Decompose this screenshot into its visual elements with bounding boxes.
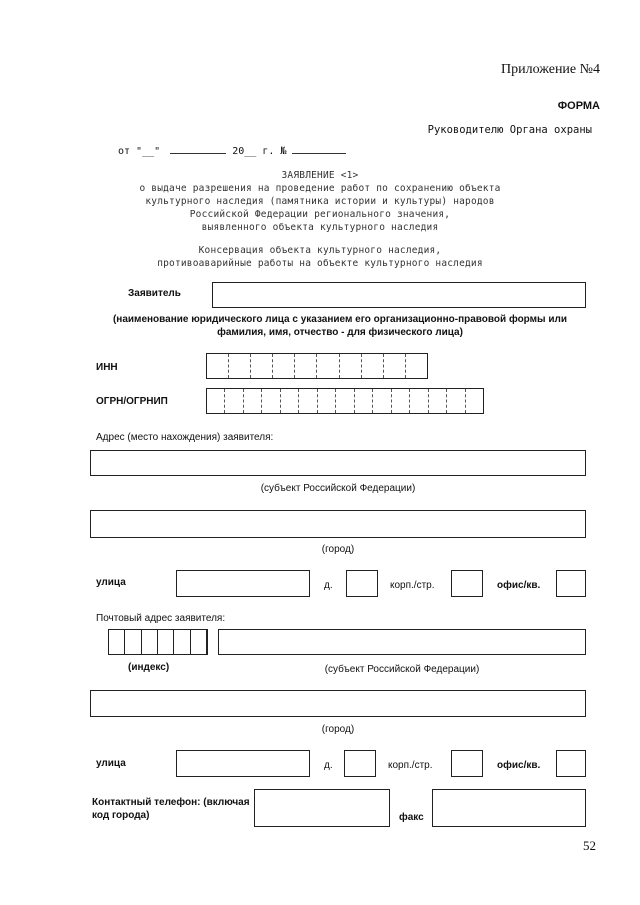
applicant-note-2: фамилия, имя, отчество - для физического лица)	[217, 327, 463, 338]
postal-street-label: улица	[96, 758, 126, 769]
address-house-field[interactable]	[346, 570, 378, 597]
date-month-blank[interactable]	[170, 153, 226, 154]
title-line-1: ЗАЯВЛЕНИЕ <1>	[281, 170, 359, 181]
address-city-field[interactable]	[90, 510, 586, 538]
title-line-5: выявленного объекта культурного наследия	[201, 222, 439, 233]
address-house-label: д.	[324, 580, 333, 591]
inn-label: ИНН	[96, 362, 118, 373]
postal-house-field[interactable]	[344, 750, 376, 777]
inn-cells[interactable]	[206, 353, 428, 379]
number-blank[interactable]	[292, 153, 346, 154]
postal-building-label: корп./стр.	[388, 760, 433, 771]
work-line-1: Консервация объекта культурного наследия,	[198, 245, 442, 256]
address-heading: Адрес (место нахождения) заявителя:	[96, 432, 274, 443]
fax-label: факс	[399, 812, 424, 823]
postal-office-field[interactable]	[556, 750, 586, 777]
ogrn-cells[interactable]	[206, 388, 484, 414]
address-subject-caption: (субъект Российской Федерации)	[260, 483, 416, 494]
applicant-label: Заявитель	[128, 288, 181, 299]
phone-field[interactable]	[254, 789, 390, 827]
postal-index-caption: (индекс)	[128, 662, 170, 673]
page-number: 52	[583, 838, 596, 853]
postal-office-label: офис/кв.	[497, 760, 541, 771]
address-street-field[interactable]	[176, 570, 310, 597]
number-sign: №	[280, 146, 287, 157]
appendix-label: Приложение №4	[501, 62, 600, 77]
postal-house-label: д.	[324, 760, 333, 771]
work-line-2: противоаварийные работы на объекте культурного наследия	[157, 258, 483, 269]
applicant-field[interactable]	[212, 282, 586, 308]
address-subject-field[interactable]	[90, 450, 586, 476]
postal-city-caption: (город)	[321, 724, 355, 735]
applicant-note-1: (наименование юридического лица с указанием его организационно-правовой формы или	[112, 314, 568, 325]
address-building-label: корп./стр.	[390, 580, 435, 591]
recipient-line: Руководителю Органа охраны	[427, 124, 592, 136]
phone-label-line-2: код города)	[92, 810, 150, 821]
postal-subject-caption: (субъект Российской Федерации)	[324, 664, 480, 675]
postal-subject-field[interactable]	[218, 629, 586, 655]
date-prefix: от "__"	[118, 146, 161, 157]
date-from	[118, 146, 346, 157]
address-office-label: офис/кв.	[497, 580, 541, 591]
fax-field[interactable]	[432, 789, 586, 827]
postal-street-field[interactable]	[176, 750, 310, 777]
postal-building-field[interactable]	[451, 750, 483, 777]
form-label: ФОРМА	[557, 100, 600, 112]
postal-index-cells[interactable]	[108, 629, 208, 655]
address-building-field[interactable]	[451, 570, 483, 597]
address-street-label: улица	[96, 577, 126, 588]
postal-city-field[interactable]	[90, 690, 586, 717]
title-line-4: Российской Федерации регионального значения,	[189, 209, 451, 220]
address-city-caption: (город)	[321, 544, 355, 555]
ogrn-label: ОГРН/ОГРНИП	[96, 396, 168, 407]
address-office-field[interactable]	[556, 570, 586, 597]
title-line-3: культурного наследия (памятника истории и культуры) народов	[145, 196, 495, 207]
date-year: 20__ г.	[232, 146, 275, 157]
phone-label-line-1: Контактный телефон: (включая	[92, 797, 250, 808]
title-line-2: о выдаче разрешения на проведение работ по сохранению объекта	[139, 183, 501, 194]
postal-heading: Почтовый адрес заявителя:	[96, 613, 226, 624]
